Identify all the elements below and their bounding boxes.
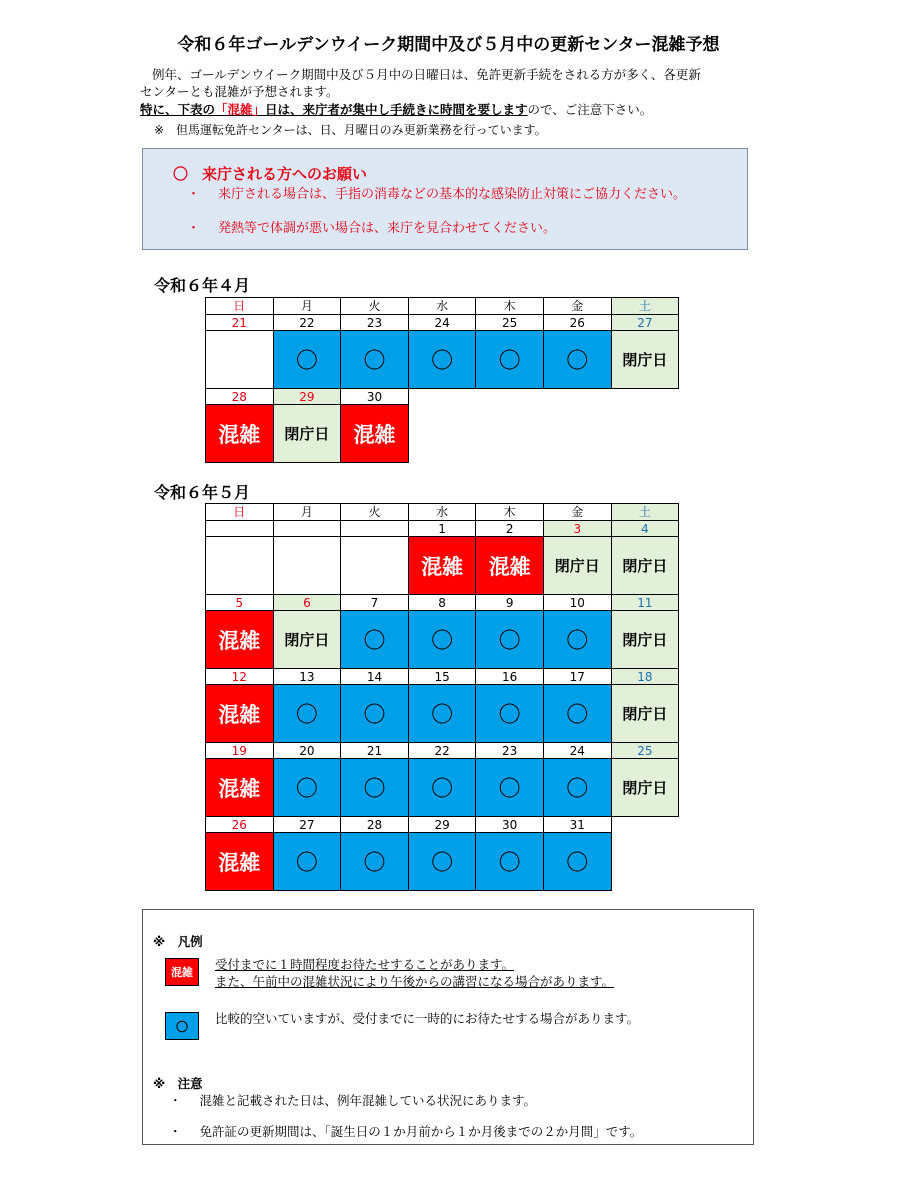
weekday-header: 日	[205, 297, 274, 315]
emph-suffix: ので、ご注意下さい。	[527, 102, 653, 117]
date-cell: 22	[273, 314, 342, 331]
status-cell-open: 〇	[543, 610, 612, 669]
date-cell: 12	[205, 668, 274, 685]
emph-prefix: 特に、下表の	[140, 102, 216, 117]
bullet-icon: ・	[187, 221, 201, 236]
status-cell-closed: 閉庁日	[543, 536, 612, 595]
weekday-header: 土	[611, 297, 680, 315]
date-cell: 23	[340, 314, 409, 331]
status-cell-open: 〇	[408, 758, 477, 817]
status-cell-open: 〇	[273, 832, 342, 891]
status-cell-open: 〇	[475, 758, 544, 817]
status-cell-busy: 混雑	[408, 536, 477, 595]
note-text: 免許証の更新期間は、「誕生日の１か月前から１か月後までの２か月間」です。	[199, 1124, 643, 1139]
legend-open-swatch: 〇	[165, 1012, 199, 1040]
date-cell: 30	[475, 816, 544, 833]
bullet-icon: ・	[187, 187, 201, 202]
april-title: 令和６年４月	[154, 276, 251, 295]
date-cell: 30	[340, 388, 409, 405]
status-cell-open: 〇	[340, 330, 409, 389]
date-cell: 20	[273, 742, 342, 759]
page-title: 令和６年ゴールデンウイーク期間中及び５月中の更新センター混雑予想	[177, 35, 720, 55]
date-cell: 6	[273, 594, 342, 611]
date-cell: 25	[611, 742, 680, 759]
status-cell-open: 〇	[340, 832, 409, 891]
date-cell: 16	[475, 668, 544, 685]
date-cell: 9	[475, 594, 544, 611]
date-cell	[205, 520, 274, 537]
intro-text	[140, 66, 760, 139]
emph-mid: 日は、来庁者が集中し手続きに時間を要します	[265, 102, 528, 117]
status-cell-open: 〇	[475, 610, 544, 669]
weekday-header: 月	[273, 503, 342, 521]
intro-note: ※ 但馬運転免許センターは、日、月曜日のみ更新業務を行っています。	[154, 123, 547, 137]
status-cell-busy: 混雑	[205, 832, 274, 891]
status-cell-open: 〇	[340, 758, 409, 817]
date-cell: 4	[611, 520, 680, 537]
date-cell: 18	[611, 668, 680, 685]
status-cell-open: 〇	[408, 330, 477, 389]
date-cell: 8	[408, 594, 477, 611]
date-cell	[273, 520, 342, 537]
status-cell-open: 〇	[408, 684, 477, 743]
date-cell: 23	[475, 742, 544, 759]
legend-title: ※ 凡例	[153, 934, 203, 949]
status-cell-open: 〇	[408, 610, 477, 669]
bullet-icon: ・	[169, 1093, 182, 1108]
weekday-header: 木	[475, 297, 544, 315]
status-cell-open: 〇	[408, 832, 477, 891]
status-cell-open: 〇	[340, 610, 409, 669]
status-cell-closed: 閉庁日	[273, 404, 342, 463]
date-cell: 28	[340, 816, 409, 833]
status-cell-open: 〇	[273, 758, 342, 817]
status-cell-closed: 閉庁日	[611, 330, 680, 389]
date-cell: 21	[340, 742, 409, 759]
date-cell: 15	[408, 668, 477, 685]
date-cell: 29	[273, 388, 342, 405]
intro-line1: 例年、ゴールデンウイーク期間中及び５月中の日曜日は、免許更新手続をされる方が多く、各更新	[152, 67, 701, 82]
weekday-header: 水	[408, 297, 477, 315]
weekday-header: 火	[340, 297, 409, 315]
notice-title-text: 来庁される方へのお願い	[202, 165, 368, 183]
date-cell: 27	[273, 816, 342, 833]
status-cell-open: 〇	[543, 330, 612, 389]
status-cell-busy: 混雑	[340, 404, 409, 463]
status-cell-busy: 混雑	[205, 610, 274, 669]
legend-busy-line2: また、午前中の混雑状況により午後からの講習になる場合があります。	[215, 974, 615, 989]
date-cell: 27	[611, 314, 680, 331]
date-cell: 25	[475, 314, 544, 331]
emph-busy: 「混雑」	[215, 102, 266, 117]
notice-item	[187, 217, 556, 236]
date-cell: 7	[340, 594, 409, 611]
circle-icon: 〇	[173, 165, 189, 183]
status-cell-busy: 混雑	[205, 758, 274, 817]
weekday-header: 日	[205, 503, 274, 521]
date-cell: 2	[475, 520, 544, 537]
intro-emphasis	[140, 101, 760, 118]
date-cell: 31	[543, 816, 612, 833]
bullet-icon: ・	[169, 1124, 182, 1139]
status-cell-open: 〇	[543, 684, 612, 743]
note-text: 混雑と記載された日は、例年混雑している状況にあります。	[199, 1093, 537, 1108]
notes-title: ※ 注意	[153, 1076, 203, 1091]
status-cell-open: 〇	[475, 330, 544, 389]
status-cell-empty	[340, 536, 409, 595]
status-cell-open: 〇	[543, 758, 612, 817]
legend-busy-swatch: 混雑	[165, 958, 199, 986]
status-cell-closed: 閉庁日	[611, 536, 680, 595]
date-cell: 24	[408, 314, 477, 331]
weekday-header: 金	[543, 503, 612, 521]
status-cell-open: 〇	[543, 832, 612, 891]
legend-busy-text	[215, 956, 614, 990]
note-item	[169, 1122, 642, 1140]
weekday-header: 月	[273, 297, 342, 315]
may-title: 令和６年５月	[154, 483, 251, 502]
status-cell-empty	[273, 536, 342, 595]
status-cell-open: 〇	[273, 684, 342, 743]
date-cell: 1	[408, 520, 477, 537]
status-cell-open: 〇	[340, 684, 409, 743]
weekday-header: 木	[475, 503, 544, 521]
date-cell: 29	[408, 816, 477, 833]
date-cell: 5	[205, 594, 274, 611]
date-cell: 10	[543, 594, 612, 611]
note-item	[169, 1091, 536, 1109]
date-cell: 26	[205, 816, 274, 833]
date-cell: 3	[543, 520, 612, 537]
date-cell: 24	[543, 742, 612, 759]
status-cell-open: 〇	[475, 684, 544, 743]
notice-box	[142, 148, 748, 250]
status-cell-empty	[205, 536, 274, 595]
weekday-header: 火	[340, 503, 409, 521]
date-cell	[340, 520, 409, 537]
intro-line2: センターとも混雑が予想されます。	[140, 84, 339, 99]
date-cell: 14	[340, 668, 409, 685]
date-cell: 17	[543, 668, 612, 685]
weekday-header: 土	[611, 503, 680, 521]
notice-item	[187, 183, 686, 202]
notice-title	[173, 163, 367, 184]
status-cell-busy: 混雑	[475, 536, 544, 595]
weekday-header: 金	[543, 297, 612, 315]
date-cell: 26	[543, 314, 612, 331]
date-cell: 28	[205, 388, 274, 405]
date-cell: 13	[273, 668, 342, 685]
status-cell-closed: 閉庁日	[611, 758, 680, 817]
notice-item-text: 来庁される場合は、手指の消毒などの基本的な感染防止対策にご協力ください。	[218, 187, 687, 202]
status-cell-empty	[205, 330, 274, 389]
status-cell-closed: 閉庁日	[273, 610, 342, 669]
status-cell-closed: 閉庁日	[611, 610, 680, 669]
legend-box	[142, 909, 754, 1145]
date-cell: 21	[205, 314, 274, 331]
date-cell: 22	[408, 742, 477, 759]
legend-busy-line1: 受付までに１時間程度お待たせすることがあります。	[215, 957, 515, 972]
status-cell-busy: 混雑	[205, 404, 274, 463]
date-cell: 19	[205, 742, 274, 759]
weekday-header: 水	[408, 503, 477, 521]
legend-open-text: 比較的空いていますが、受付までに一時的にお待たせする場合があります。	[215, 1011, 640, 1026]
status-cell-closed: 閉庁日	[611, 684, 680, 743]
status-cell-open: 〇	[475, 832, 544, 891]
notice-item-text: 発熱等で体調が悪い場合は、来庁を見合わせてください。	[218, 221, 557, 236]
status-cell-open: 〇	[273, 330, 342, 389]
status-cell-busy: 混雑	[205, 684, 274, 743]
date-cell: 11	[611, 594, 680, 611]
